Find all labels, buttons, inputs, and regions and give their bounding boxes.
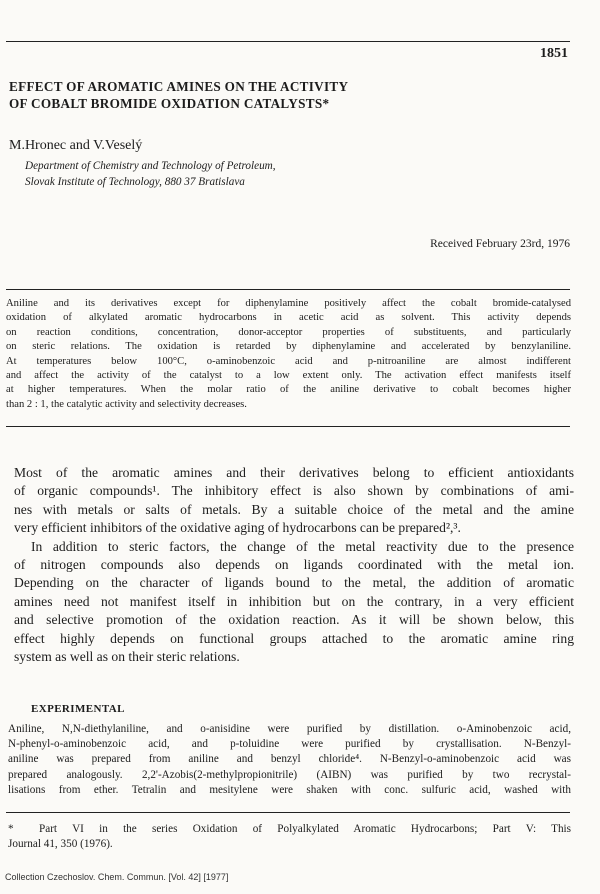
- authors: M.Hronec and V.Veselý: [9, 138, 143, 153]
- footnote: [8, 822, 571, 852]
- abstract-line: and affect the activity of the catalyst to a low extent only. The activation effect manifests itself: [6, 370, 571, 382]
- section-heading: EXPERIMENTAL: [31, 703, 125, 715]
- page-number: 1851: [540, 46, 568, 61]
- title-line-1: EFFECT OF AROMATIC AMINES ON THE ACTIVITY: [9, 79, 349, 94]
- body-line: nes with metals or salts of metals. By a suitable choice of the metal and the amine: [14, 501, 574, 517]
- title-line-2: OF COBALT BROMIDE OXIDATION CATALYSTS*: [9, 96, 330, 111]
- footnote-marker: *: [8, 823, 14, 835]
- body-line: of nitrogen compounds also depends on ligands coordinated with the metal ion.: [14, 557, 574, 573]
- body-line: very efficient inhibitors of the oxidative aging of hydrocarbons can be prepared²,³.: [14, 520, 461, 536]
- abstract-line: on reaction conditions, concentration, donor-acceptor properties of substituents, and particularly: [6, 326, 571, 338]
- body-line: effect highly depends on functional groups attached to the aromatic amine ring: [14, 630, 574, 646]
- abstract-line: on steric relations. The oxidation is retarded by diphenylamine and accelerated by benzylaniline.: [6, 341, 571, 353]
- abstract-line: at higher temperatures. When the molar ratio of the aniline derivative to cobalt becomes higher: [6, 384, 571, 396]
- abstract: [6, 297, 571, 412]
- footnote-line-1: [8, 822, 571, 837]
- abstract-line: oxidation of alkylated aromatic hydrocarbons in acetic acid as solvent. This activity depends: [6, 312, 571, 324]
- received-date: Received February 23rd, 1976: [430, 238, 570, 250]
- abstract-line: Aniline and its derivatives except for diphenylamine positively affect the cobalt bromide-catalysed: [6, 298, 571, 309]
- footnote-rule: [6, 812, 570, 813]
- footnote-line-2: Journal 41, 350 (1976).: [8, 838, 113, 851]
- experimental-line: aniline was prepared from aniline and benzyl chloride⁴. N-Benzyl-o-aminobenzoic acid was: [8, 753, 571, 766]
- abstract-top-rule: [6, 289, 570, 290]
- experimental-text: [8, 722, 571, 798]
- experimental-line: prepared analogously. 2,2'-Azobis(2-methylpropionitrile) (AIBN) was purified by two recrystal-: [8, 768, 571, 781]
- header-rule: [6, 41, 570, 42]
- body-line: and selective promotion of the oxidation reaction. As it will be shown below, this: [14, 612, 574, 628]
- affiliation: [25, 158, 276, 190]
- body-line: In addition to steric factors, the change of the metal reactivity due to the presence: [31, 538, 574, 554]
- abstract-line: than 2 : 1, the catalytic activity and selectivity decreases.: [6, 398, 247, 410]
- body-line: of organic compounds¹. The inhibitory effect is also shown by combinations of ami-: [14, 483, 574, 499]
- article-title: [9, 78, 348, 112]
- journal-footer: Collection Czechoslov. Chem. Commun. [Vol. 42] [1977]: [5, 872, 229, 882]
- experimental-line: lisations from ether. Tetralin and mesitylene were shaken with conc. sulfuric acid, washed with: [8, 783, 571, 796]
- body-text: [14, 464, 574, 666]
- footnote-text: Part VI in the series Oxidation of Polyalkylated Aromatic Hydrocarbons; Part V: This: [39, 823, 571, 835]
- body-line: Most of the aromatic amines and their derivatives belong to efficient antioxidants: [14, 465, 574, 480]
- abstract-line: At temperatures below 100°C, o-aminobenzoic acid and p-nitroaniline are almost indifferent: [6, 355, 571, 367]
- affiliation-line-1: Department of Chemistry and Technology of Petroleum,: [25, 160, 276, 172]
- body-line: system as well as on their steric relations.: [14, 649, 240, 665]
- experimental-line: Aniline, N,N-diethylaniline, and o-anisidine were purified by distillation. o-Aminobenzoic acid,: [8, 723, 571, 735]
- affiliation-line-2: Slovak Institute of Technology, 880 37 Bratislava: [25, 176, 245, 188]
- experimental-line: N-phenyl-o-aminobenzoic acid, and p-toluidine were purified by crystallisation. N-Benzyl-: [8, 738, 571, 751]
- abstract-bottom-rule: [6, 426, 570, 427]
- body-line: amines need not manifest itself in inhibition but on the contrary, in a very efficient: [14, 593, 574, 609]
- body-line: Depending on the character of ligands bound to the metal, the addition of aromatic: [14, 575, 574, 591]
